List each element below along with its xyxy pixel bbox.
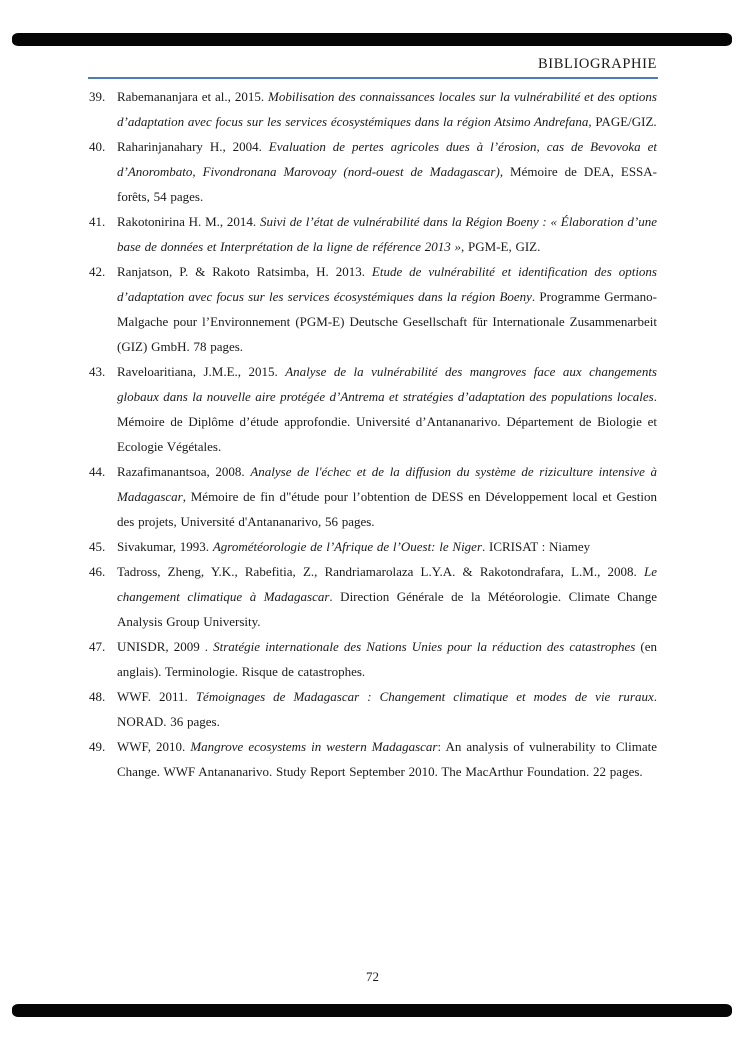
bibliography-entry [89, 684, 657, 734]
entry-text: Razafimanantsoa, 2008. [117, 464, 251, 479]
entry-title-italic: Stratégie internationale des Nations Unies pour la réduction des catastrophes [213, 639, 636, 654]
bibliography-entry [89, 209, 657, 259]
entry-number: 40. [89, 139, 106, 154]
entry-text: Raharinjanahary H., 2004. [117, 139, 269, 154]
entry-text: Rakotonirina H. M., 2014. [117, 214, 260, 229]
entry-text: Tadross, Zheng, Y.K., Rabefitia, Z., Randriamarolaza L.Y.A. & Rakotondrafara, L.M., 2008. [117, 564, 644, 579]
scan-artifact-bar-top [12, 33, 732, 46]
header-rule [88, 77, 658, 79]
entry-number: 47. [89, 639, 106, 654]
entry-number: 43. [89, 364, 106, 379]
bibliography-list [89, 84, 657, 784]
entry-text: WWF, 2010. [117, 739, 191, 754]
entry-title-italic: Suivi de l’état de vulnérabilité dans la Région Boeny : « Élaboration d’une base de données et Interprétation de la ligne de référence 2013 » [117, 214, 658, 254]
entry-text: . Mémoire de Diplôme d’étude approfondie. Université d’Antananarivo. Département de Biologie et Ecologie Végétales. [117, 389, 657, 454]
entry-text: : An analysis of vulnerability to Climate Change. WWF Antananarivo. Study Report September 2010. The MacArthur Foundation. 22 pages. [117, 739, 657, 779]
entry-number: 46. [89, 564, 106, 579]
entry-number: 42. [89, 264, 106, 279]
entry-title-italic: Analyse de la vulnérabilité des mangroves face aux changements globaux dans la nouvelle aire protégée d’Antrema et stratégies d’adaptation des populations locales [117, 364, 657, 404]
entry-title-italic: Evaluation de pertes agricoles dues à l’érosion, cas de Bevovoka et d’Anorombato, Fivondronana Marovoay (nord-ouest de Madagascar) [117, 139, 657, 179]
entry-text: WWF. 2011. [117, 689, 196, 704]
bibliography-entry [89, 634, 657, 684]
bibliography-entry [89, 134, 657, 209]
bibliography-entry [89, 734, 657, 784]
entry-text: , PGM-E, GIZ. [461, 239, 541, 254]
bibliography-entry [89, 559, 657, 634]
entry-text: . ICRISAT : Niamey [482, 539, 591, 554]
entry-text: Ranjatson, P. & Rakoto Ratsimba, H. 2013. [117, 264, 372, 279]
entry-title-italic: Analyse de l'échec et de la diffusion du système de riziculture intensive à Madagascar [117, 464, 658, 504]
entry-text: Rabemananjara et al., 2015. [117, 89, 268, 104]
entry-text: . NORAD. 36 pages. [117, 689, 657, 729]
entry-text: Sivakumar, 1993. [117, 539, 213, 554]
bibliography-entry [89, 84, 657, 134]
entry-number: 48. [89, 689, 106, 704]
entry-text: . Programme Germano-Malgache pour l’Environnement (PGM-E) Deutsche Gesellschaft für Internationale Zusammenarbeit (GIZ) GmbH. 78 pages. [117, 289, 657, 354]
page-number: 72 [366, 969, 379, 984]
entry-title-italic: Mobilisation des connaissances locales sur la vulnérabilité et des options d’adaptation avec focus sur les services écosystémiques dans la région Atsimo Andrefana, [117, 89, 657, 129]
entry-text: Raveloaritiana, J.M.E., 2015. [117, 364, 286, 379]
page-header-title: BIBLIOGRAPHIE [538, 56, 657, 72]
entry-text: , Mémoire de DEA, ESSA-forêts, 54 pages. [117, 164, 657, 204]
entry-title-italic: Mangrove ecosystems in western Madagascar [190, 739, 438, 754]
entry-title-italic: Agrométéorologie de l’Afrique de l’Ouest: le Niger [212, 539, 483, 554]
entry-text: UNISDR, 2009 . [117, 639, 214, 654]
entry-number: 45. [89, 539, 106, 554]
entry-text: PAGE/GIZ. [591, 114, 657, 129]
scan-artifact-bar-bottom [12, 1004, 732, 1017]
entry-number: 41. [89, 214, 106, 229]
entry-title-italic: Etude de vulnérabilité et identification des options d’adaptation avec focus sur les services écosystémiques dans la région Boeny [117, 264, 657, 304]
entry-text: , Mémoire de fin d"étude pour l’obtention de DESS en Développement local et Gestion des projets, Université d'Antananarivo, 56 pages. [117, 489, 657, 529]
entry-title-italic: Témoignages de Madagascar : Changement climatique et modes de vie ruraux [195, 689, 654, 704]
bibliography-entry [89, 359, 657, 459]
entry-number: 44. [89, 464, 106, 479]
entry-text: . Direction Générale de la Météorologie. Climate Change Analysis Group University. [117, 589, 658, 629]
bibliography-entry [89, 534, 657, 559]
bibliography-entry [89, 459, 657, 534]
entry-number: 49. [89, 739, 106, 754]
bibliography-entry [89, 259, 657, 359]
entry-text: (en anglais). Terminologie. Risque de catastrophes. [117, 639, 657, 679]
entry-number: 39. [89, 89, 106, 104]
entry-title-italic: Le changement climatique à Madagascar [117, 564, 657, 604]
